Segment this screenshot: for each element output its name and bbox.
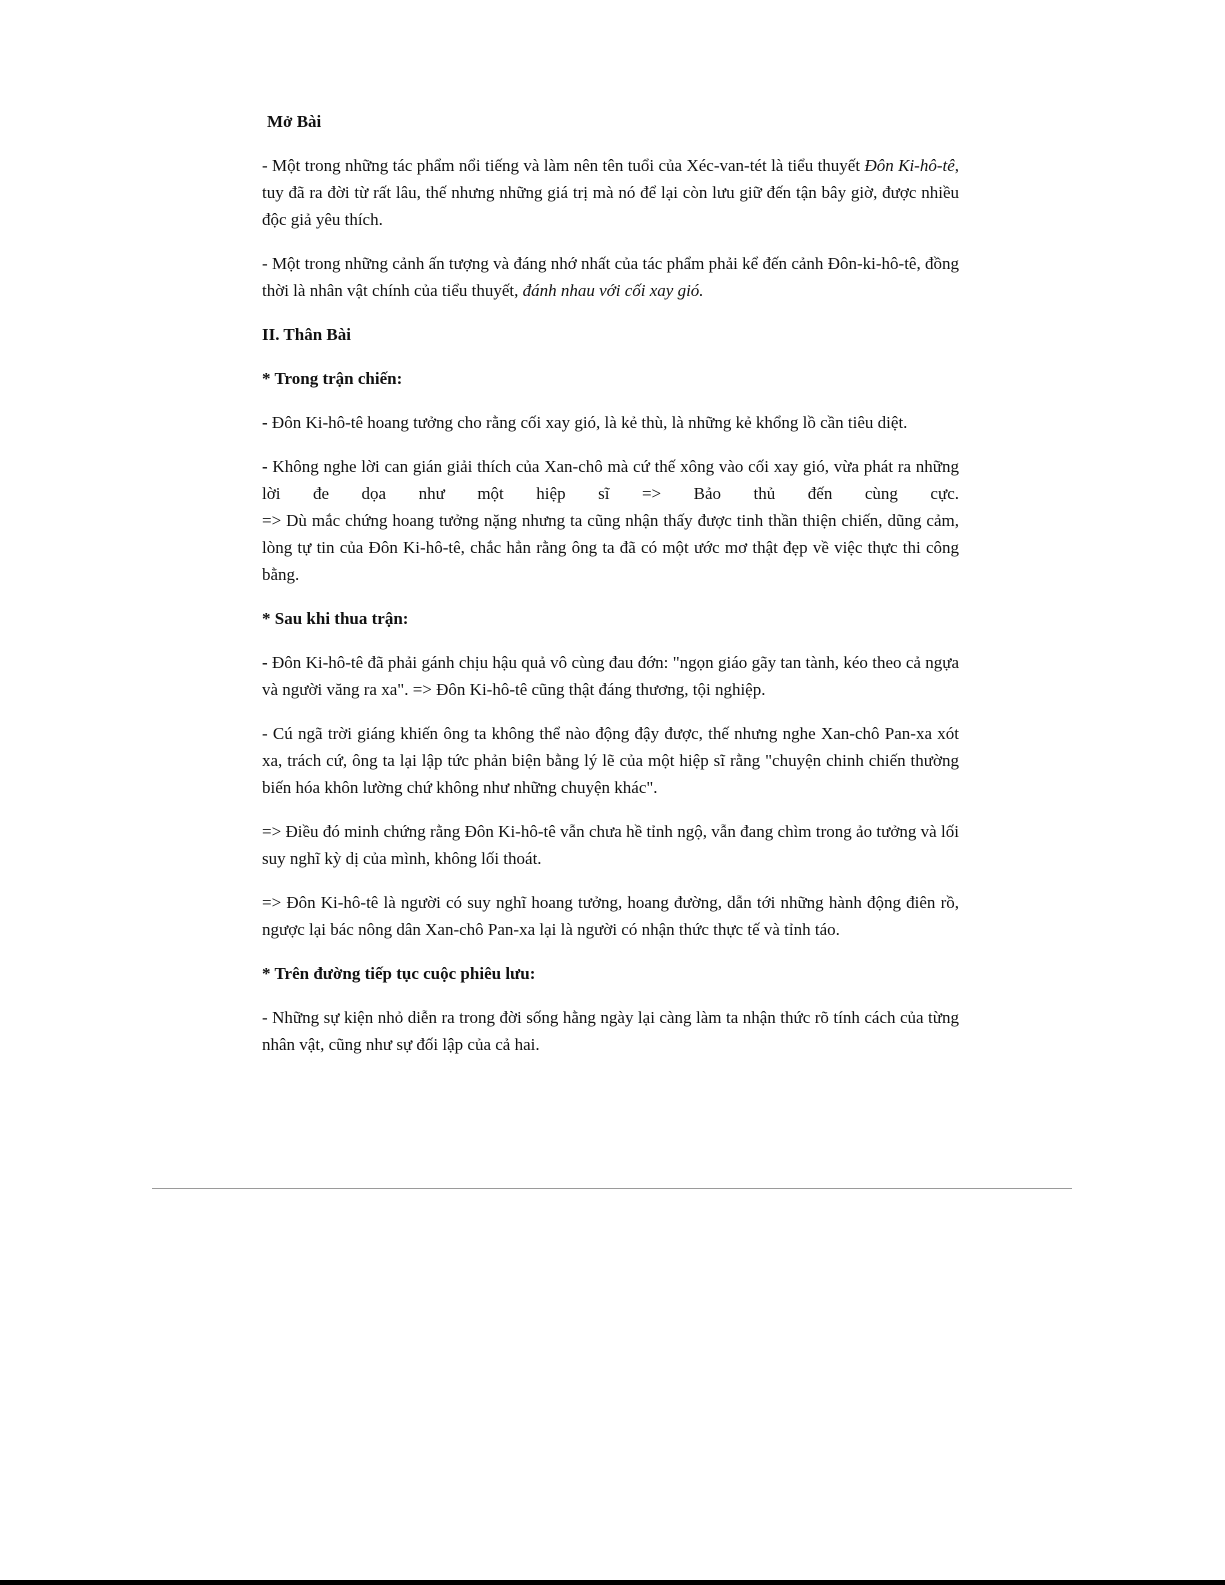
section1-p1-text: Đôn Ki-hô-tê hoang tưởng cho rằng cối xay gió, là kẻ thù, là những kẻ khổng lồ cần tiêu diệt.: [267, 413, 908, 432]
heading-tren-duong-phieu-luu: * Trên đường tiếp tục cuộc phiêu lưu:: [262, 964, 536, 983]
section1-p2-dash: -: [262, 457, 268, 476]
footer-divider: [152, 1188, 1072, 1189]
section1-paragraph-1: [262, 409, 959, 436]
section2-p1-text: Đôn Ki-hô-tê đã phải gánh chịu hậu quả vô cùng đau đớn: "ngọn giáo gãy tan tành, kéo theo cả ngựa và người văng ra xa". => Đôn Ki-hô-tê cũng thật đáng thương, tội nghiệp.: [262, 653, 959, 699]
section1-p2-line1: [262, 453, 959, 507]
section3-paragraph-1: - Những sự kiện nhỏ diễn ra trong đời sống hằng ngày lại càng làm ta nhận thức rõ tính cách của từng nhân vật, cũng như sự đối lập của cả hai.: [262, 1008, 959, 1054]
intro-p2-text-a: - Một trong những cảnh ấn tượng và đáng nhớ nhất của tác phẩm phải kể đến cảnh Đôn-ki-hô-tê, đồng thời là nhân vật chính của tiểu thuyết,: [262, 254, 959, 300]
section2-paragraph-3: => Điều đó minh chứng rằng Đôn Ki-hô-tê vẫn chưa hề tỉnh ngộ, vẫn đang chìm trong ảo tưởng và lối suy nghĩ kỳ dị của mình, không lối thoát.: [262, 822, 959, 868]
heading-than-bai: II. Thân Bài: [262, 325, 351, 344]
section1-p2-line1-text: Không nghe lời can gián giải thích của Xan-chô mà cứ thế xông vào cối xay gió, vừa phát ra những lời đe dọa như một hiệp sĩ => Bảo thủ đến cùng cực.: [262, 457, 959, 503]
page-bottom-edge: [0, 1580, 1225, 1585]
section1-p1-dash: -: [262, 413, 268, 432]
heading-mo-bai: Mở Bài: [267, 112, 322, 131]
intro-paragraph-1: [262, 152, 959, 233]
intro-paragraph-2: [262, 250, 959, 304]
heading-sau-khi-thua-tran: * Sau khi thua trận:: [262, 609, 409, 628]
section1-p2-line2: => Dù mắc chứng hoang tưởng nặng nhưng ta cũng nhận thấy được tinh thần thiện chiến, dũng cảm, lòng tự tin của Đôn Ki-hô-tê, chắc hẳn rằng ông ta đã có một ước mơ thật đẹp về việc thực thi công bằng.: [262, 511, 959, 584]
intro-p1-text-b: , tuy đã ra đời từ rất lâu, thế nhưng những giá trị mà nó để lại còn lưu giữ đến tận bây giờ, được nhiều độc giả yêu thích.: [262, 156, 960, 229]
section2-p1-dash: -: [262, 653, 268, 672]
intro-p2-scene-title: đánh nhau với cối xay gió.: [522, 281, 704, 300]
section1-paragraph-2: [262, 453, 959, 588]
section2-paragraph-4: => Đôn Ki-hô-tê là người có suy nghĩ hoang tưởng, hoang đường, dẫn tới những hành động điên rồ, ngược lại bác nông dân Xan-chô Pan-xa lại là người có nhận thức thực tế và tỉnh táo.: [262, 893, 959, 939]
intro-p1-work-title: Đôn Ki-hô-tê: [864, 156, 955, 175]
section2-paragraph-2: - Cú ngã trời giáng khiến ông ta không thể nào động đậy được, thế nhưng nghe Xan-chô Pan-xa xót xa, trách cứ, ông ta lại lập tức phản biện bằng lý lẽ của một hiệp sĩ rằng "chuyện chinh chiến thường biến hóa khôn lường chứ không như những chuyện khác".: [262, 724, 959, 797]
heading-trong-tran-chien: * Trong trận chiến:: [262, 369, 403, 388]
section2-paragraph-1: [262, 649, 959, 703]
intro-p1-text-a: - Một trong những tác phẩm nổi tiếng và làm nên tên tuổi của Xéc-van-tét là tiểu thuyết: [262, 156, 865, 175]
document-page: [262, 108, 959, 1075]
